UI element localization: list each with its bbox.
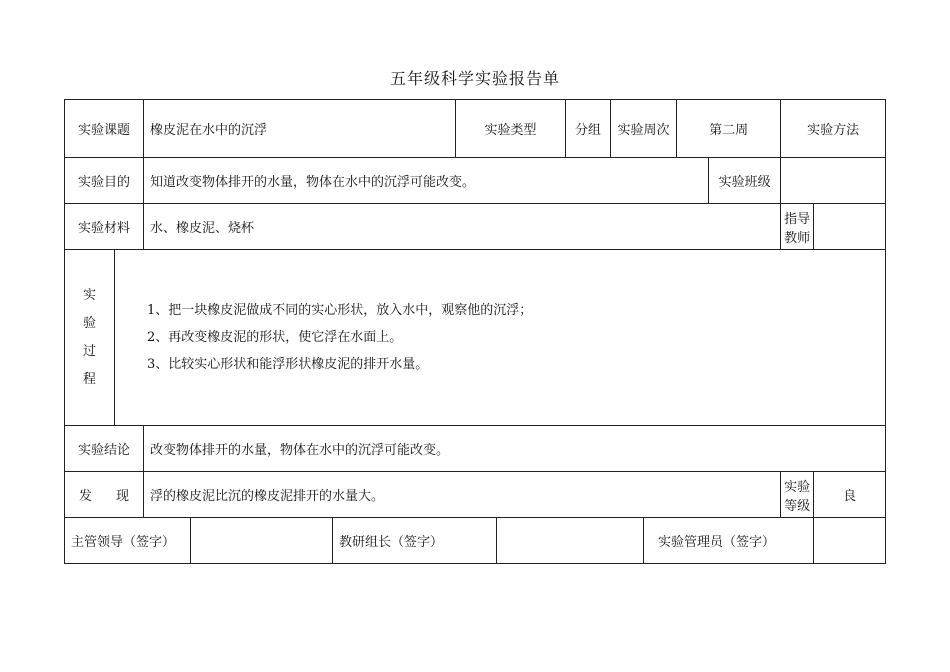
teacher-value[interactable] [814, 204, 886, 250]
week-label: 实验周次 [611, 100, 677, 158]
materials-label: 实验材料 [65, 204, 144, 250]
row-materials [65, 204, 886, 250]
topic-label: 实验课题 [65, 100, 144, 158]
conclusion-label: 实验结论 [65, 426, 144, 472]
report-table [64, 99, 886, 564]
purpose-value: 知道改变物体排开的水量，物体在水中的沉浮可能改变。 [144, 158, 709, 204]
week-value: 第二周 [677, 100, 781, 158]
step-1: 1、把一块橡皮泥做成不同的实心形状，放入水中，观察他的沉浮； [147, 303, 533, 318]
row-purpose [65, 158, 886, 204]
row-discovery [65, 472, 886, 518]
leader-sign-label: 主管领导（签字） [65, 518, 191, 564]
group-sign-field[interactable] [497, 518, 644, 564]
row-signatures [65, 518, 886, 564]
materials-value: 水、橡皮泥、烧杯 [144, 204, 781, 250]
discovery-value: 浮的橡皮泥比沉的橡皮泥排开的水量大。 [144, 472, 781, 518]
class-value[interactable] [781, 158, 886, 204]
teacher-label: 指导教师 [781, 204, 814, 250]
grade-value: 良 [814, 472, 886, 518]
row-conclusion [65, 426, 886, 472]
class-label: 实验班级 [709, 158, 781, 204]
leader-sign-field[interactable] [191, 518, 333, 564]
grade-label: 实验等级 [781, 472, 814, 518]
row-process [65, 250, 886, 426]
conclusion-value: 改变物体排开的水量，物体在水中的沉浮可能改变。 [144, 426, 886, 472]
method-label: 实验方法 [781, 100, 886, 158]
type-value: 分组 [566, 100, 611, 158]
page-title: 五年级科学实验报告单 [389, 69, 560, 88]
discovery-label: 发 现 [65, 472, 144, 518]
admin-sign-field[interactable] [814, 518, 886, 564]
admin-sign-label: 实验管理员（签字） [644, 518, 814, 564]
process-steps [115, 250, 886, 426]
topic-value: 橡皮泥在水中的沉浮 [144, 100, 456, 158]
process-label: 实 验 过 程 [65, 250, 115, 426]
purpose-label: 实验目的 [65, 158, 144, 204]
group-sign-label: 教研组长（签字） [333, 518, 497, 564]
type-label: 实验类型 [456, 100, 566, 158]
step-3: 3、比较实心形状和能浮形状橡皮泥的排开水量。 [147, 357, 429, 372]
row-topic [65, 100, 886, 158]
step-2: 2、再改变橡皮泥的形状，使它浮在水面上。 [147, 330, 403, 345]
